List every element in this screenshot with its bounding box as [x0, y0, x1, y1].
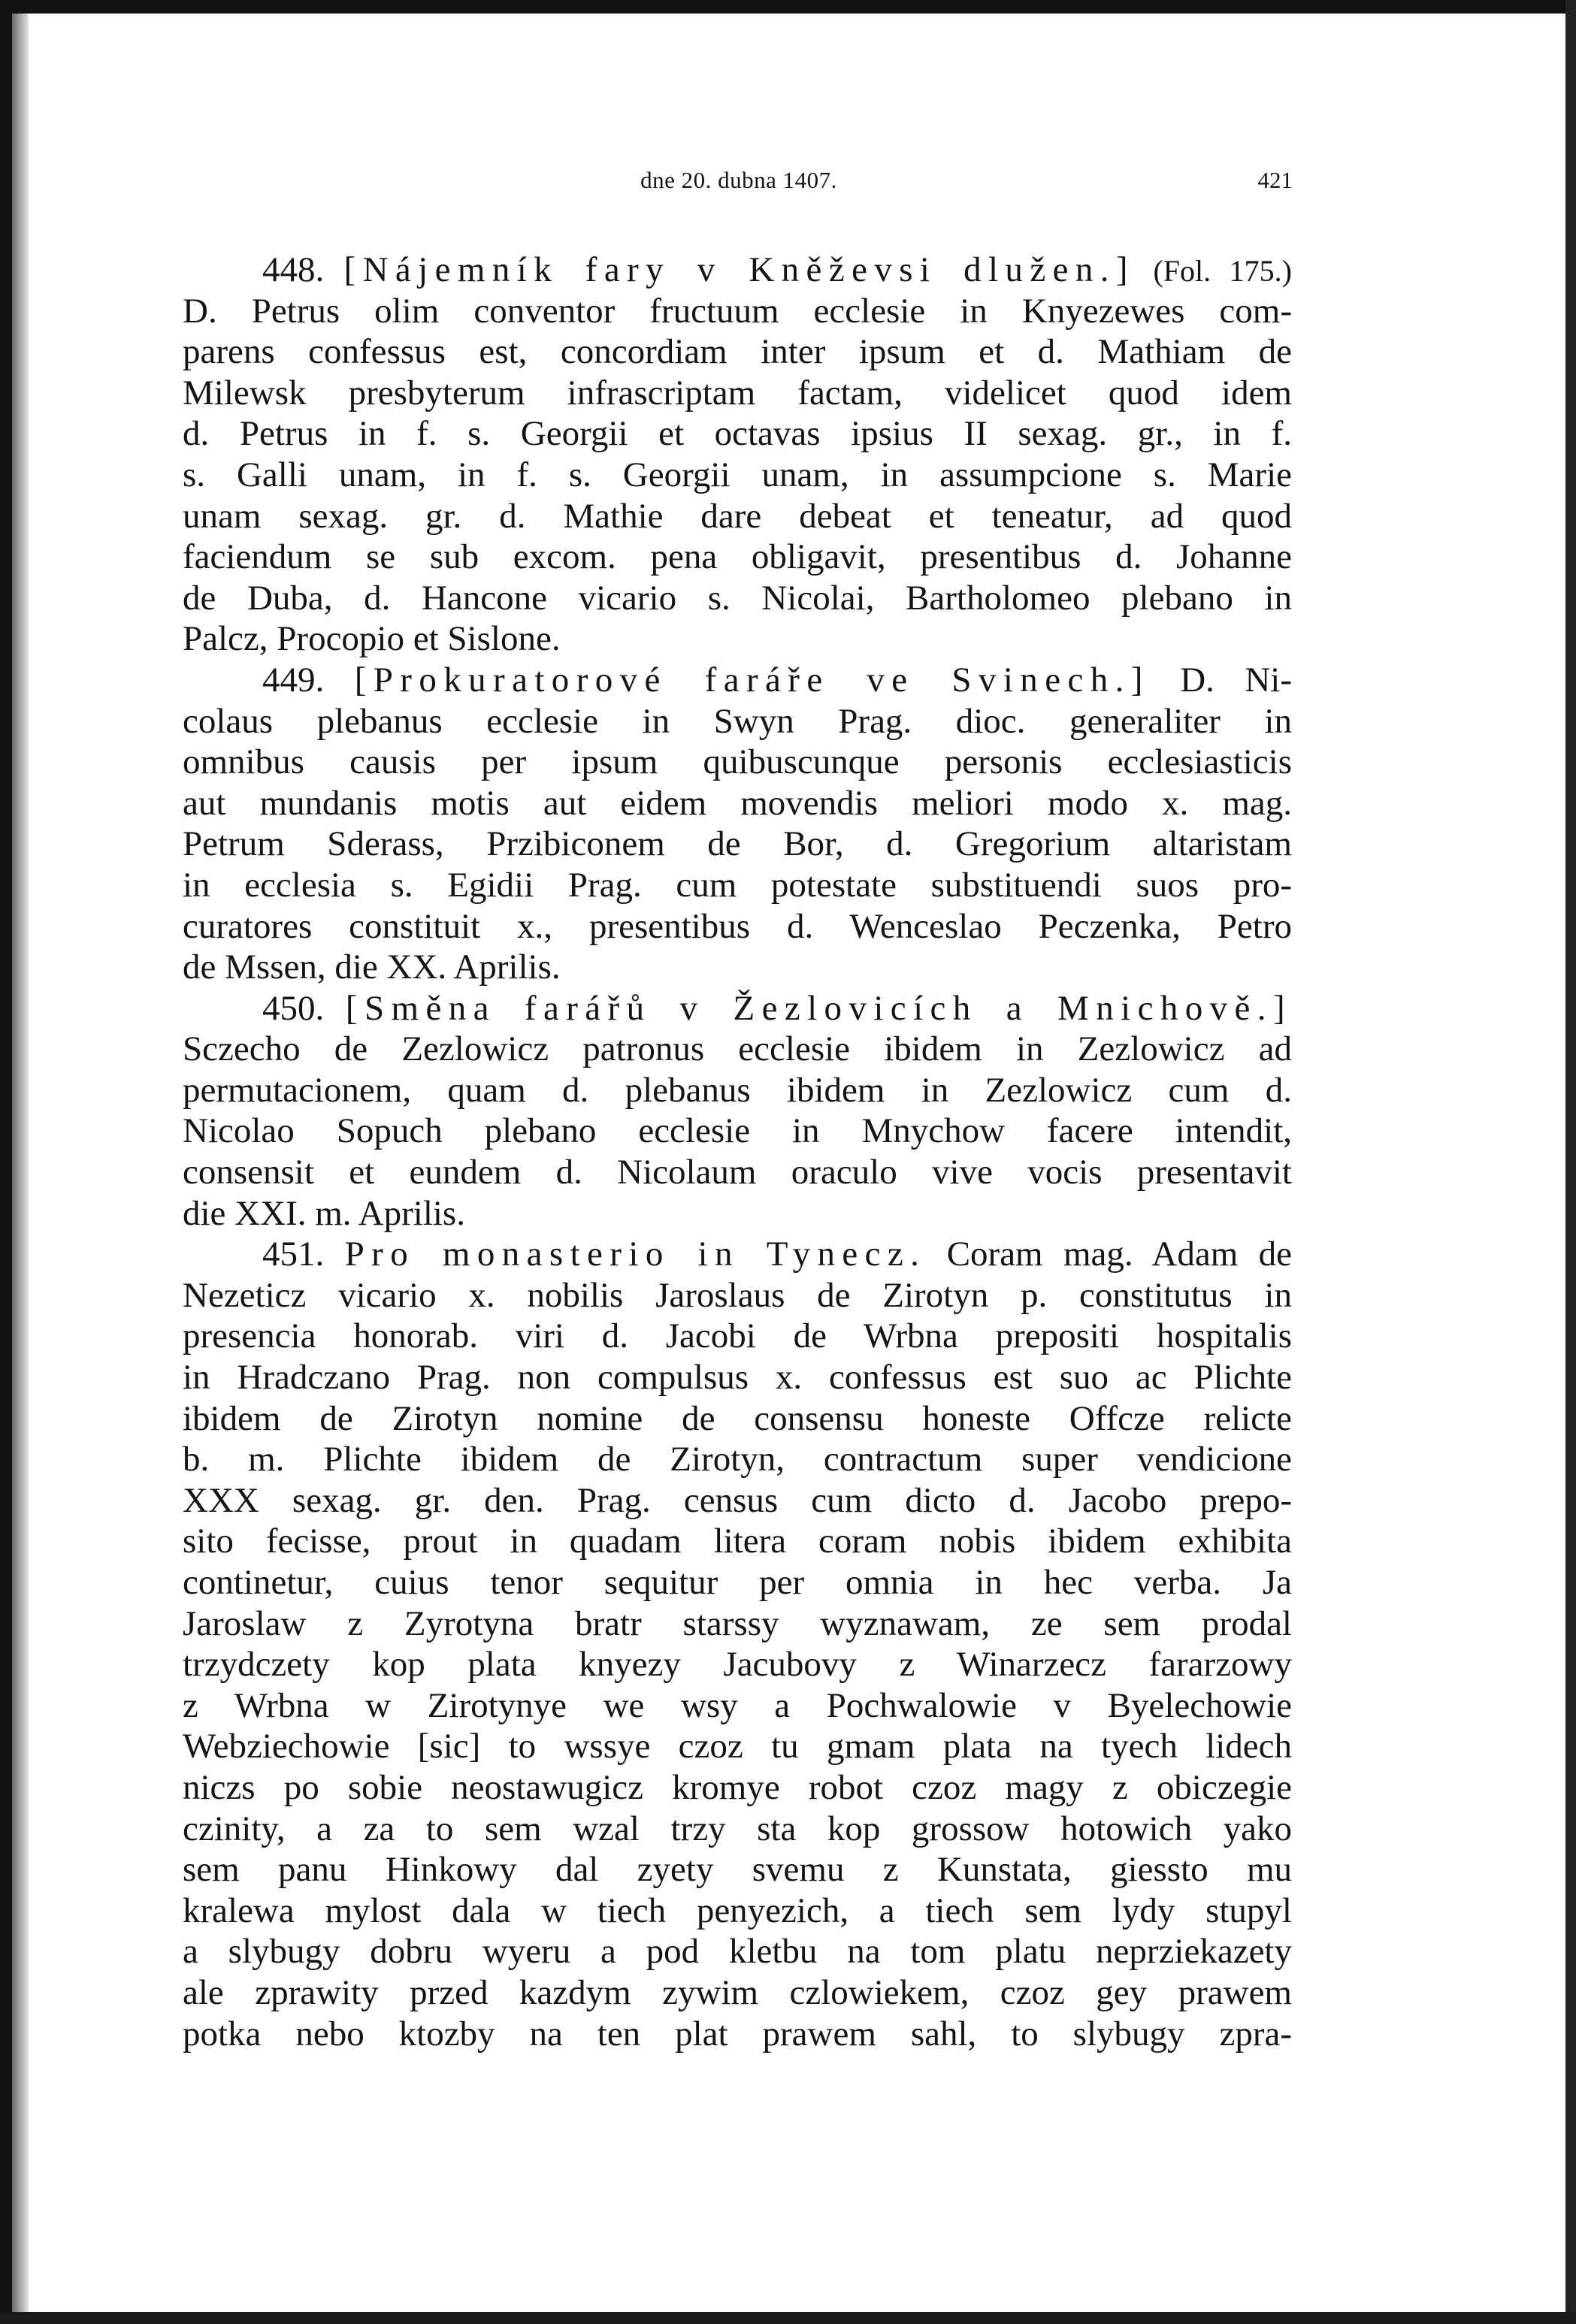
text-run: trzydczety kop plata knyezy Jacubovy z Winarzecz fararzowy [183, 1645, 1292, 1685]
text-line [183, 1726, 1292, 1767]
text-line [183, 1111, 1292, 1152]
text-run: ale zprawity przed kazdym zywim czlowiekem, czoz gey prawem [183, 1972, 1292, 2012]
text-run: parens confessus est, concordiam inter ipsum et d. Mathiam de [183, 332, 1292, 372]
text-line [183, 1234, 1292, 1275]
text-run: curatores constituit x., presentibus d. Wenceslao Peczenka, Petro [183, 906, 1292, 946]
scan-edge-right [1565, 0, 1576, 2324]
text-line [183, 1603, 1292, 1645]
entry-heading: Pro monasterio in Tynecz. [344, 1235, 927, 1274]
text-run: permutacionem, quam d. plebanus ibidem in Zezlowicz cum d. [183, 1070, 1292, 1110]
document-body [183, 249, 1292, 2054]
text-line [183, 249, 1292, 291]
text-run: in Hradczano Prag. non compulsus x. confessus est suo ac Plichte [183, 1358, 1292, 1398]
text-line [183, 1849, 1292, 1890]
text-run: Palcz, Procopio et Sislone. [183, 619, 561, 659]
text-line [183, 1439, 1292, 1480]
text-line [183, 1275, 1292, 1316]
text-line [183, 1809, 1292, 1850]
text-line [183, 1152, 1292, 1193]
text-run: in ecclesia s. Egidii Prag. cum potestate substituendi suos pro- [183, 865, 1292, 905]
text-run: czinity, a za to sem wzal trzy sta kop grossow hotowich yako [183, 1809, 1292, 1848]
text-run: 448. [262, 250, 344, 289]
text-line [183, 1562, 1292, 1603]
text-line [183, 1521, 1292, 1562]
text-line [183, 578, 1292, 619]
text-run: ibidem de Zirotyn nomine de consensu honeste Offcze relicte [183, 1398, 1292, 1438]
text-run: 451. [262, 1235, 345, 1274]
text-line [183, 742, 1292, 783]
text-run: Nicolao Sopuch plebano ecclesie in Mnychow facere intendit, [183, 1111, 1292, 1151]
scan-edge-left [0, 0, 12, 2324]
text-line [183, 947, 1292, 988]
text-line [183, 865, 1292, 906]
text-line [183, 2014, 1292, 2055]
scan-edge-bottom [0, 2312, 1576, 2324]
text-line [183, 1890, 1292, 1932]
text-run: colaus plebanus ecclesie in Swyn Prag. dioc. generaliter in [183, 701, 1292, 741]
text-run: D. Ni- [1149, 660, 1293, 700]
text-run: niczs po sobie neostawugicz kromye robot czoz magy z obiczegie [183, 1767, 1292, 1807]
text-line [183, 1644, 1292, 1685]
text-run: D. Petrus olim conventor fructuum ecclesie in Knyezewes com- [183, 291, 1292, 331]
scan-edge-shadow [12, 14, 29, 2312]
text-run: s. Galli unam, in f. s. Georgii unam, in assumpcione s. Marie [183, 455, 1292, 494]
text-run: Jaroslaw z Zyrotyna bratr starssy wyznawam, ze sem prodal [183, 1603, 1292, 1643]
text-line [183, 783, 1292, 824]
page-number: 421 [1257, 167, 1293, 193]
text-line [183, 331, 1292, 373]
text-line [183, 1193, 1292, 1235]
text-line [183, 1931, 1292, 1972]
text-run: faciendum se sub excom. pena obligavit, presentibus d. Johanne [183, 537, 1292, 577]
text-run: consensit et eundem d. Nicolaum oraculo vive vocis presentavit [183, 1153, 1292, 1192]
text-line [183, 1357, 1292, 1398]
text-line [183, 1972, 1292, 2014]
text-run: XXX sexag. gr. den. Prag. census cum dicto d. Jacobo prepo- [183, 1480, 1292, 1520]
text-run: Petrum Sderass, Przibiconem de Bor, d. Gregorium altaristam [183, 824, 1292, 864]
text-line [183, 413, 1292, 455]
page-header [185, 167, 1293, 204]
scan-edge-top [0, 0, 1576, 14]
text-run: Sczecho de Zezlowicz patronus ecclesie ibidem in Zezlowicz ad [183, 1029, 1292, 1069]
text-line [183, 373, 1292, 414]
text-run: continetur, cuius tenor sequitur per omnia in hec verba. Ja [183, 1563, 1292, 1602]
text-run: omnibus causis per ipsum quibuscunque personis ecclesiasticis [183, 742, 1292, 782]
text-line [183, 906, 1292, 947]
text-line [183, 988, 1292, 1029]
text-line [183, 496, 1292, 537]
text-run: sem panu Hinkowy dal zyety svemu z Kunstata, giessto mu [183, 1850, 1292, 1890]
entry-heading: [Nájemník fary v Kněževsi dlužen.] [343, 250, 1135, 289]
text-line [183, 824, 1292, 865]
text-run: Coram mag. Adam de [926, 1235, 1293, 1274]
text-line [183, 291, 1292, 332]
text-line [183, 1070, 1292, 1111]
text-line [183, 1398, 1292, 1440]
text-run: die XXI. m. Aprilis. [183, 1193, 465, 1233]
text-run: Milewsk presbyterum infrascriptam factam, videlicet quod idem [183, 373, 1292, 413]
text-run: de Duba, d. Hancone vicario s. Nicolai, Bartholomeo plebano in [183, 578, 1292, 618]
text-line [183, 1767, 1292, 1809]
folio-reference: (Fol. 175.) [1134, 254, 1293, 288]
text-run: de Mssen, die XX. Aprilis. [183, 947, 561, 987]
text-run: potka nebo ktozby na ten plat prawem sahl, to slybugy zpra- [183, 2014, 1292, 2054]
text-line [183, 1685, 1292, 1727]
text-line [183, 536, 1292, 578]
text-run: z Wrbna w Zirotynye we wsy a Pochwalowie v Byelechowie [183, 1685, 1292, 1725]
text-run: 450. [262, 988, 346, 1028]
text-run: Webziechowie [sic] to wssye czoz tu gmam plata na tyech lidech [183, 1727, 1292, 1766]
text-line [183, 701, 1292, 742]
text-run: unam sexag. gr. d. Mathie dare debeat et teneatur, ad quod [183, 496, 1292, 536]
text-run: presencia honorab. viri d. Jacobi de Wrbna prepositi hospitalis [183, 1316, 1292, 1356]
text-line [183, 1480, 1292, 1522]
text-line [183, 455, 1292, 496]
text-run: b. m. Plichte ibidem de Zirotyn, contractum super vendicione [183, 1440, 1292, 1479]
text-run: 449. [262, 660, 355, 700]
text-run: sito fecisse, prout in quadam litera coram nobis ibidem exhibita [183, 1522, 1292, 1561]
text-line [183, 660, 1292, 701]
running-title: dne 20. dubna 1407. [640, 167, 837, 193]
text-line [183, 1316, 1292, 1357]
entry-heading: [Směna farářů v Žezlovicích a Mnichově.] [345, 988, 1292, 1028]
text-run: kralewa mylost dala w tiech penyezich, a tiech sem lydy stupyl [183, 1890, 1292, 1930]
text-run: d. Petrus in f. s. Georgii et octavas ipsius II sexag. gr., in f. [183, 414, 1292, 454]
text-line [183, 1029, 1292, 1070]
text-run: Nezeticz vicario x. nobilis Jaroslaus de Zirotyn p. constitutus in [183, 1275, 1292, 1315]
entry-heading: [Prokuratorové faráře ve Svinech.] [354, 660, 1150, 700]
text-run: a slybugy dobru wyeru a pod kletbu na tom platu neprziekazety [183, 1932, 1292, 1972]
text-line [183, 618, 1292, 660]
text-run: aut mundanis motis aut eidem movendis meliori modo x. mag. [183, 783, 1292, 823]
